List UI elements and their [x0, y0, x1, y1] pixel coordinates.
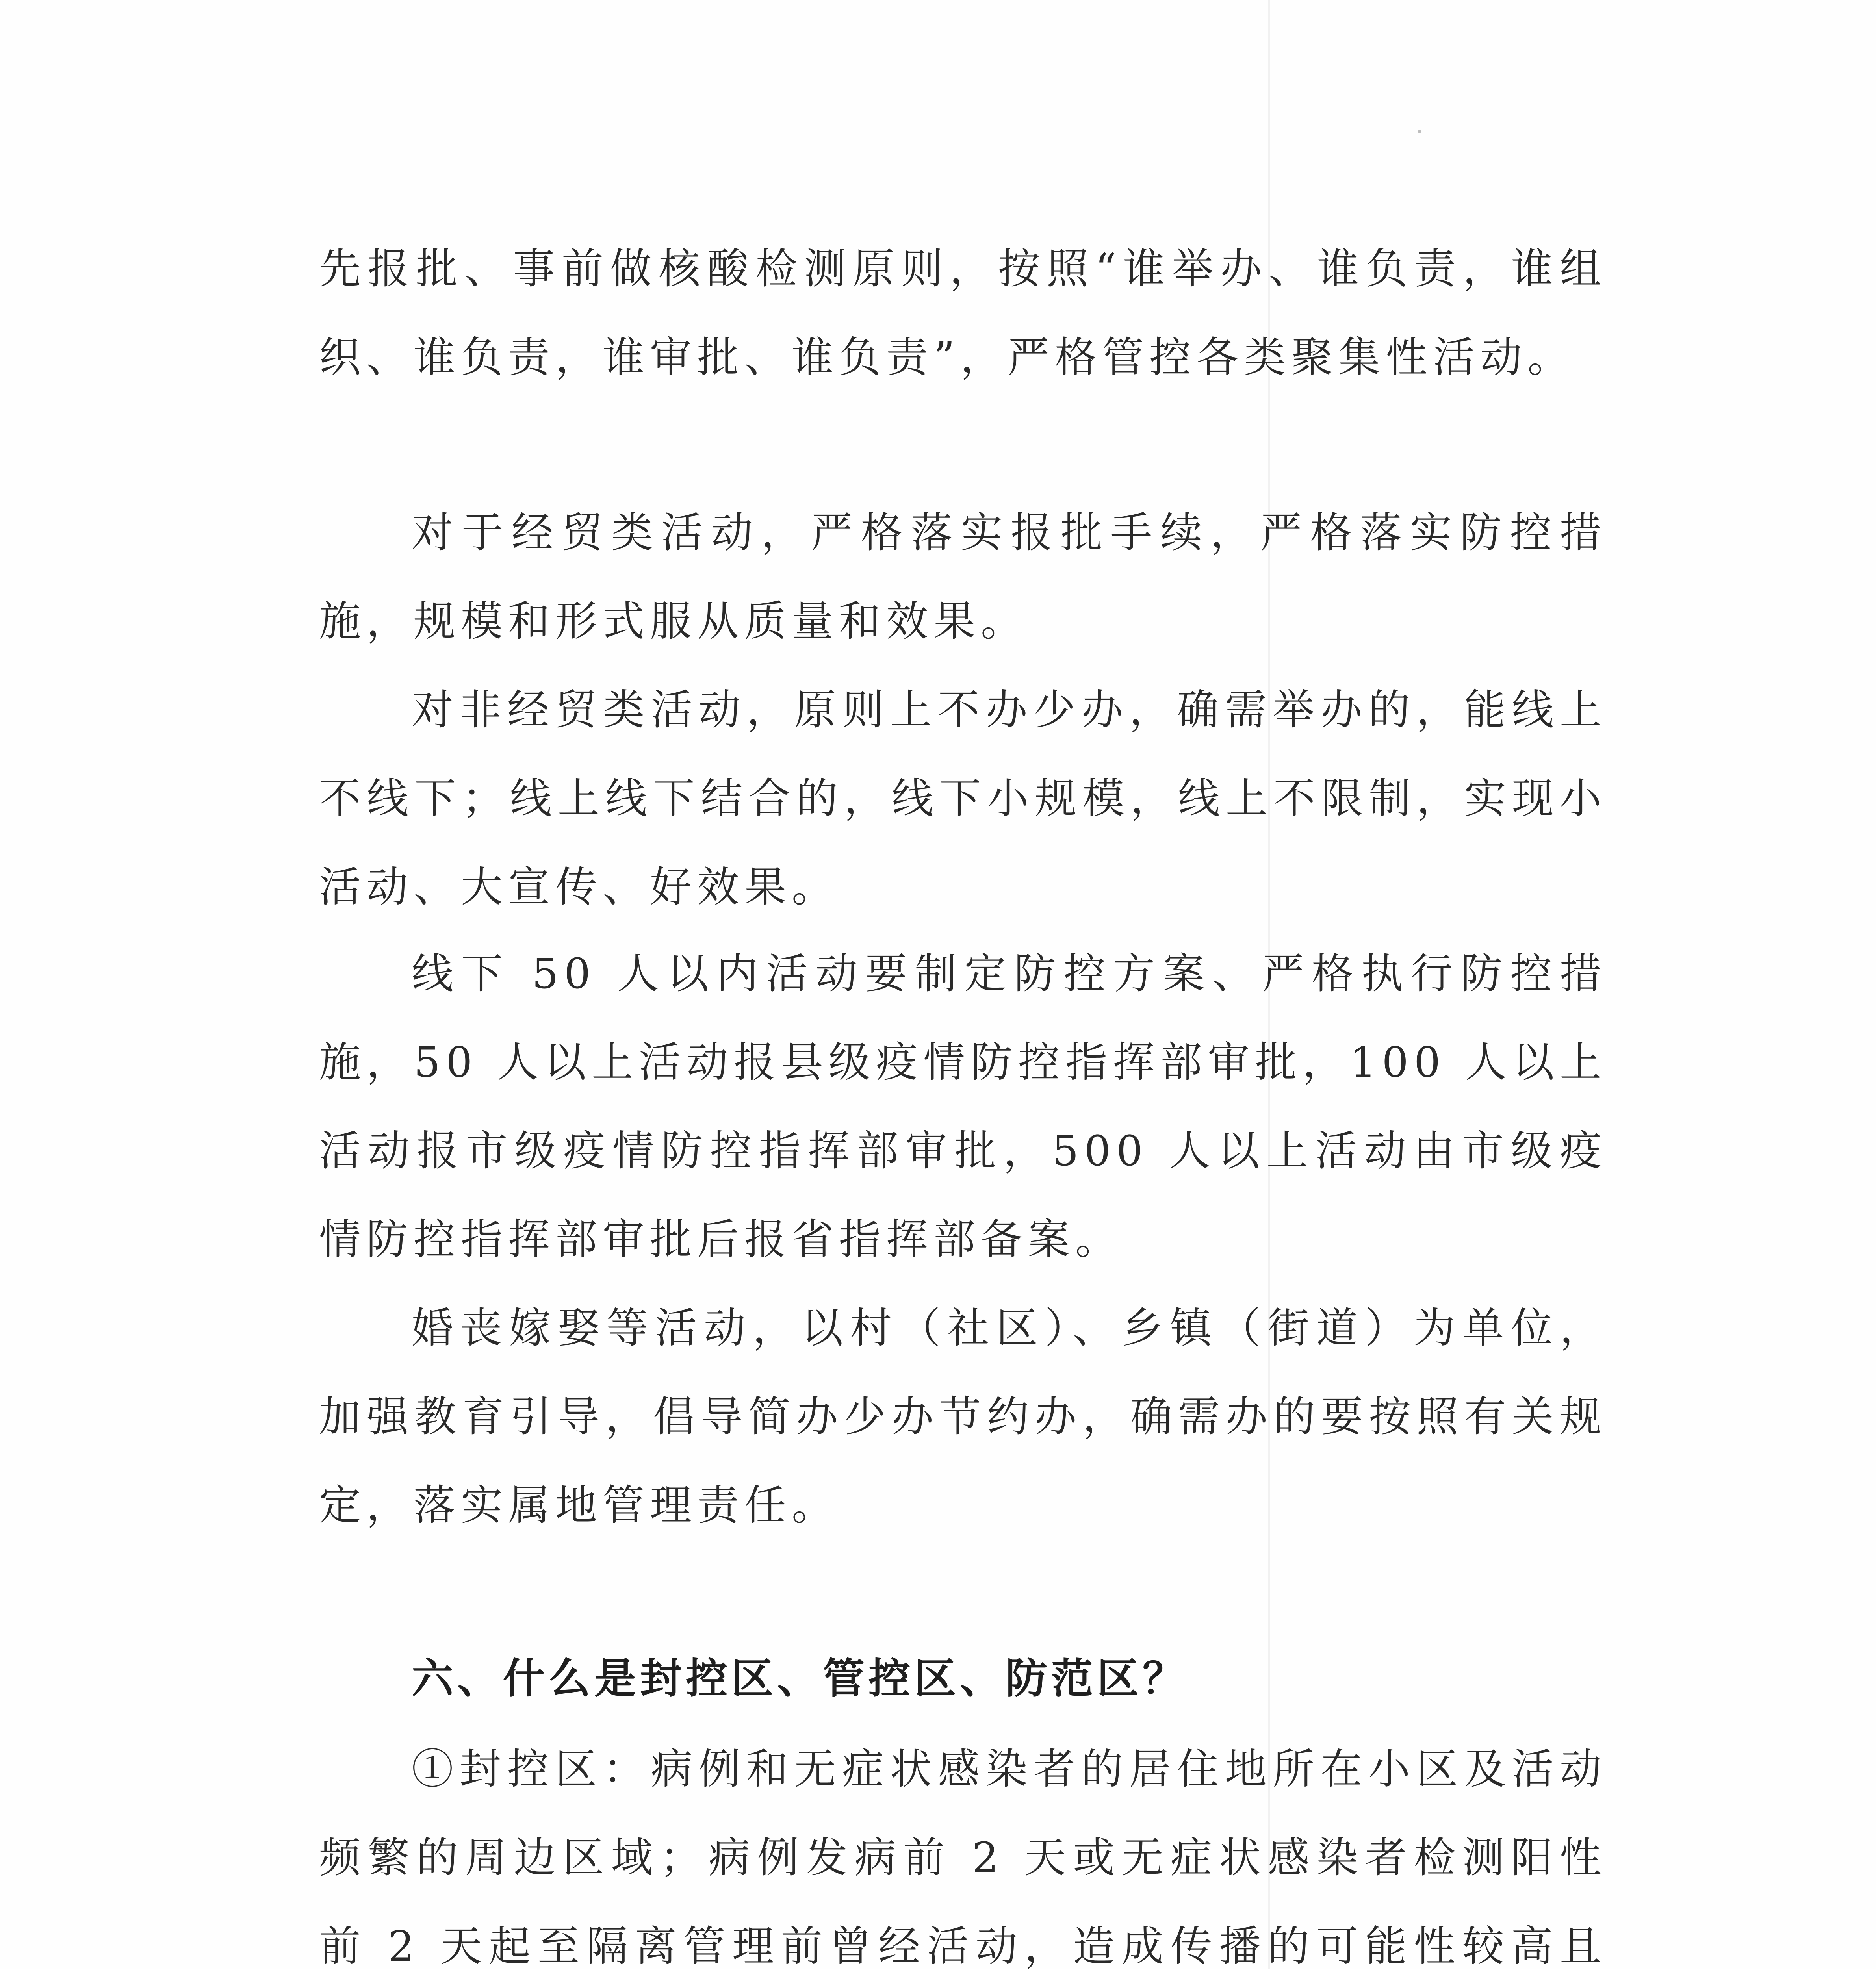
paragraph-non-trade-activities: 对非经贸类活动，原则上不办少办，确需举办的，能线上不线下；线上线下结合的，线下小规模，线上不限制，实现小活动、大宣传、好效果。 — [319, 686, 1607, 911]
section-heading: 六、什么是封控区、管控区、防范区？ — [412, 1654, 1188, 1703]
paragraph-sealed-zone: ①封控区：病例和无症状感染者的居住地所在小区及活动频繁的周边区域；病例发病前 2 天或无症状感染者检测阳性前 2 天起至隔离管理前曾经活动，造成传播的可能性较高且 — [319, 1745, 1607, 1969]
paragraph-offline-scale-approval: 线下 50 人以内活动要制定防控方案、严格执行防控措施，50 人以上活动报县级疫情防控指挥部审批，100 人以上活动报市级疫情防控指挥部审批，500 人以上活动由市级疫情防控指挥部审批后报省指挥部备案。 — [319, 949, 1607, 1264]
paragraph-weddings-funerals: 婚丧嫁娶等活动，以村（社区）、乡镇（街道）为单位，加强教育引导，倡导简办少办节约办，确需办的要按照有关规定，落实属地管理责任。 — [319, 1304, 1607, 1530]
paragraph-continued: 先报批、事前做核酸检测原则，按照“谁举办、谁负责，谁组织、谁负责，谁审批、谁负责”，严格管控各类聚集性活动。 — [319, 245, 1607, 382]
paragraph-trade-activities: 对于经贸类活动，严格落实报批手续，严格落实防控措施，规模和形式服从质量和效果。 — [319, 508, 1607, 645]
scan-speck — [1418, 130, 1421, 133]
